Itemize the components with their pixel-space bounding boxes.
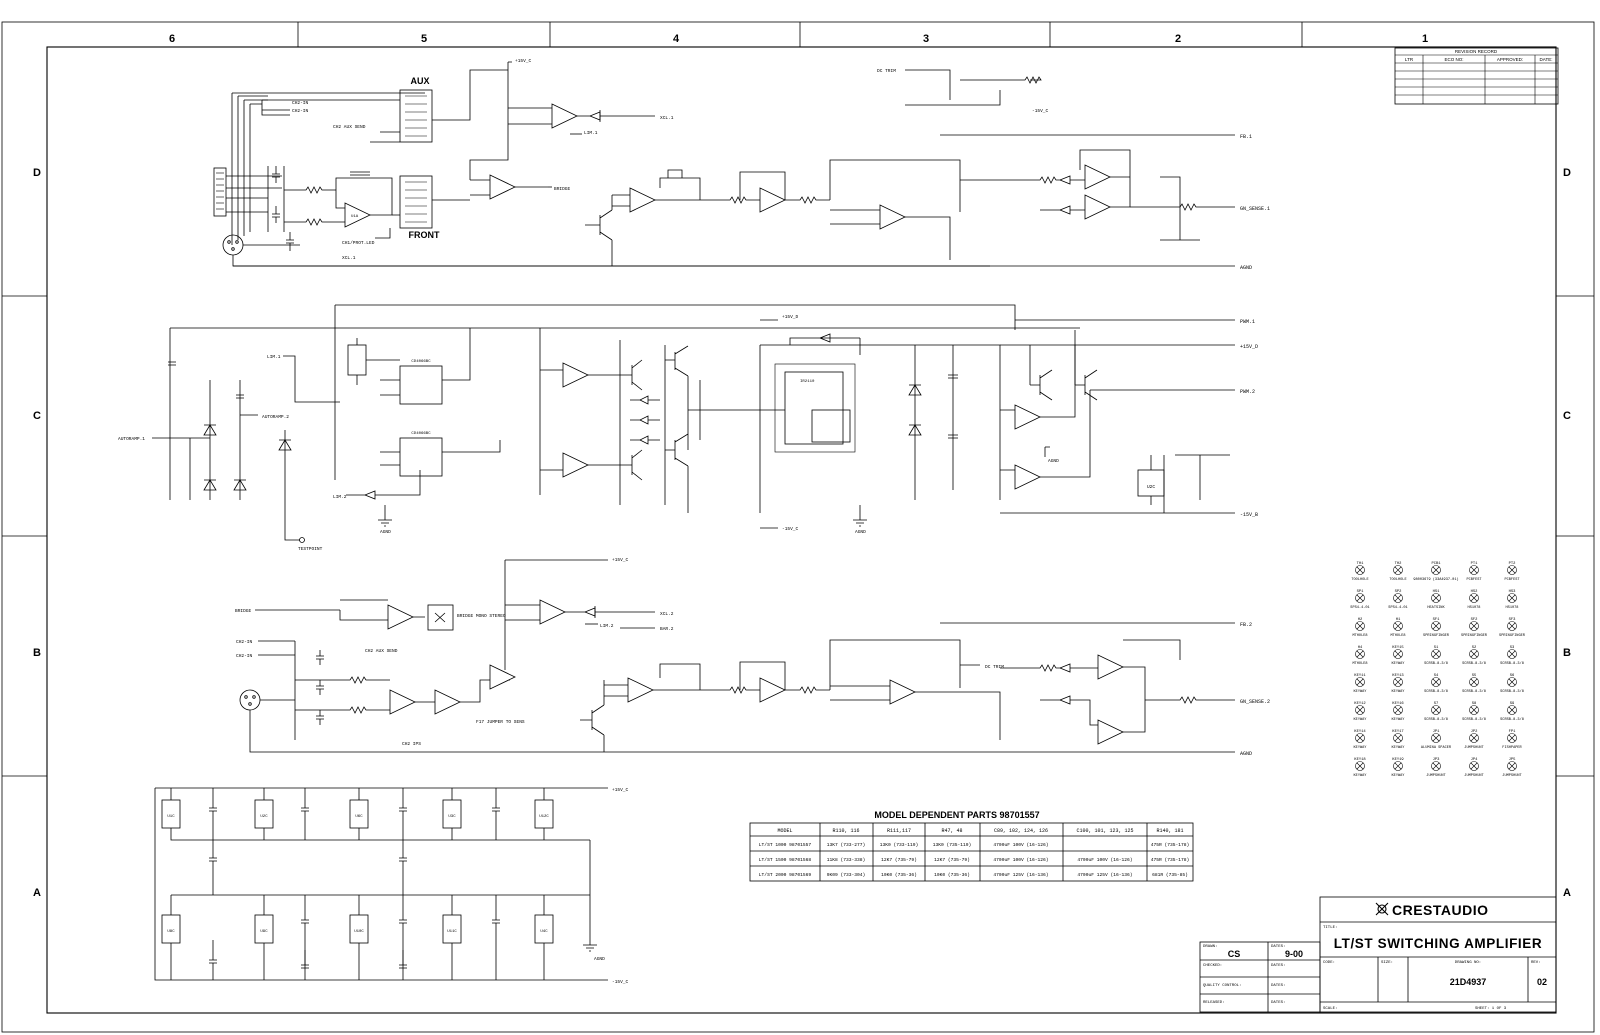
- rail-m15v-c-mid: -15V_C: [782, 527, 799, 532]
- hardware-name: PCBFEST: [1504, 578, 1520, 582]
- input-stage-bottom: [235, 557, 1270, 757]
- rail-dc-trim-top: DC TRIM: [877, 69, 896, 74]
- hardware-ref: KEY13: [1392, 674, 1404, 678]
- agnd-dec: AGND: [594, 957, 605, 962]
- hardware-name: SPRINGFINGER: [1461, 634, 1487, 638]
- hardware-ref: H2: [1357, 618, 1363, 622]
- hardware-name: TOOLHOLE: [1351, 578, 1369, 582]
- hardware-name: JUMPSHUNT: [1464, 774, 1484, 778]
- input-stage-top: [214, 58, 1270, 271]
- parts-table-cell: 4700uF 125V (16-136): [1077, 873, 1133, 878]
- hardware-ref: S6: [1509, 674, 1515, 678]
- hardware-ref: JP1: [1432, 730, 1440, 734]
- hardware-item: [1352, 618, 1367, 638]
- sig-agnd-bottom: AGND: [1240, 751, 1253, 757]
- rev-value: 02: [1536, 977, 1548, 987]
- hardware-item: [1392, 674, 1406, 694]
- hardware-name: MTHOLE8: [1352, 634, 1368, 638]
- hardware-item: [1502, 758, 1522, 778]
- revision-record: [1395, 48, 1558, 104]
- revision-col-ltr: LTR: [1404, 57, 1414, 62]
- sig-m15v-b: -15V_B: [1240, 512, 1259, 518]
- hardware-item: [1423, 618, 1450, 638]
- hardware-ref: H4: [1357, 646, 1363, 650]
- hardware-item: [1354, 730, 1368, 750]
- sig-pwm1: PWM.1: [1240, 319, 1256, 325]
- parts-table-cell: 10K0 (735-36): [934, 873, 970, 878]
- u10c-label: U10C: [354, 930, 364, 934]
- sig-bar2: BAR.2: [660, 627, 674, 632]
- quality-label: QUALITY CONTROL:: [1203, 984, 1242, 988]
- size-label: SIZE:: [1381, 961, 1394, 965]
- parts-table-header: C89, 102, 124, 126: [993, 828, 1049, 834]
- sig-agnd-top: AGND: [1240, 265, 1253, 271]
- modulator-stage: [118, 305, 1258, 552]
- hardware-name: 98003679 (33A4937-01): [1413, 578, 1459, 582]
- rail-p15v-c-top: +15V_C: [515, 59, 532, 64]
- revision-col-approved: APPROVED:: [1496, 57, 1524, 62]
- hardware-name: FISHPAPER: [1502, 746, 1522, 750]
- power-decoupling: [155, 787, 629, 985]
- sig-fb1: FB.1: [1240, 134, 1253, 140]
- hardware-name: KEYWAY: [1391, 746, 1405, 750]
- hardware-name: JUMPSHUNT: [1464, 746, 1484, 750]
- sig-ch1-prot-led: CH1/PROT.LED: [342, 241, 375, 246]
- hardware-ref: S1: [1433, 646, 1439, 650]
- checked-label: CHECKED:: [1203, 964, 1223, 968]
- sig-gn-sense-1: GN_SENSE.1: [1240, 206, 1271, 212]
- drawn-label: DRAWN:: [1203, 945, 1218, 949]
- hardware-ref: HS1: [1432, 590, 1440, 594]
- hardware-item: [1426, 758, 1446, 778]
- hardware-item: [1464, 730, 1484, 750]
- scale-label: SCALE:: [1323, 1007, 1338, 1011]
- quality-dates-label: DATES:: [1271, 984, 1286, 988]
- hardware-name: SCRSB-8-3/8: [1500, 662, 1524, 666]
- rev-label: REV:: [1531, 961, 1541, 965]
- hardware-item: [1388, 590, 1407, 610]
- hardware-name: TOOLHOLE: [1389, 578, 1407, 582]
- hardware-item: [1462, 646, 1486, 666]
- hardware-ref: S2: [1471, 646, 1477, 650]
- hardware-ref: PCB1: [1431, 562, 1441, 566]
- hardware-item: [1354, 758, 1368, 778]
- u2c-label: U2C: [1146, 485, 1156, 490]
- parts-table-cell: LT/ST 1000 98701557: [758, 843, 812, 848]
- parts-table-cell: 4700uF 100V (16-126): [993, 843, 1049, 848]
- row-label-c-left: C: [33, 410, 41, 422]
- u12c-label: U12C: [539, 815, 549, 819]
- hardware-name: JUMPSHUNT: [1502, 774, 1522, 778]
- hardware-ref: S8: [1471, 702, 1477, 706]
- hardware-name: SPRINGFINGER: [1499, 634, 1525, 638]
- u2c-dec-label: U2C: [260, 815, 268, 819]
- hardware-name: HEATSINK: [1427, 606, 1445, 610]
- hardware-name: HS1078: [1467, 606, 1481, 610]
- hardware-ref: KEY19: [1392, 758, 1404, 762]
- sig-ch2-ips: CH2 IPS: [402, 742, 421, 747]
- sig-bridge-top: BRIDGE: [554, 187, 571, 192]
- hardware-name: SPS4-4-01: [1350, 606, 1370, 610]
- u8c-label: U8C: [167, 930, 175, 934]
- row-label-d-right: D: [1563, 167, 1571, 179]
- hardware-item: [1413, 562, 1458, 582]
- col-label-1: 1: [1421, 33, 1429, 45]
- row-label-b-left: B: [33, 647, 41, 659]
- hardware-ref: KEY16: [1392, 702, 1404, 706]
- checked-dates-label: DATES:: [1271, 964, 1286, 968]
- hardware-name: JUMPSHUNT: [1426, 774, 1446, 778]
- hardware-name: SCRSB-8-3/8: [1500, 690, 1524, 694]
- parts-table-cell: 13K7 (733-277): [826, 843, 866, 848]
- hardware-list: [1350, 562, 1525, 778]
- hardware-name: KEYWAY: [1391, 774, 1405, 778]
- u5b-chip-label: CD4066BC: [411, 432, 431, 436]
- hardware-name: SCRSB-8-3/8: [1424, 690, 1448, 694]
- hardware-ref: SP1: [1356, 590, 1364, 594]
- hardware-name: KEYWAY: [1391, 690, 1405, 694]
- row-label-c-right: C: [1563, 410, 1571, 422]
- hardware-ref: KEY15: [1392, 646, 1404, 650]
- row-label-a-right: A: [1563, 887, 1571, 899]
- hardware-ref: JP3: [1432, 758, 1440, 762]
- rail-p15v-d-mid: +15V_D: [782, 315, 799, 320]
- hardware-name: KEYWAY: [1353, 774, 1367, 778]
- rail-p15v-c-bottom: +15V_C: [612, 558, 629, 563]
- parts-table-cell: LT/ST 1500 98701568: [758, 858, 812, 863]
- sig-ch2-in-a: CH2-IN: [292, 101, 309, 106]
- sig-lim1-mid: LIM.1: [267, 355, 281, 360]
- parts-table-cell: 13K0 (733-119): [879, 843, 919, 848]
- parts-table-cell: 681R (735-85): [1152, 873, 1188, 878]
- parts-table-cell: 12K7 (735-79): [881, 858, 917, 863]
- hardware-item: [1354, 674, 1368, 694]
- sig-ch2-aux-send: CH2 AUX SEND: [333, 125, 366, 130]
- hardware-ref: TH1: [1356, 562, 1364, 566]
- sig-bridge-bottom: BRIDGE: [235, 609, 252, 614]
- front-block-label: FRONT: [408, 230, 440, 240]
- hardware-ref: KEY12: [1354, 702, 1366, 706]
- hardware-item: [1424, 702, 1448, 722]
- hardware-name: KEYWAY: [1353, 690, 1367, 694]
- hardware-ref: H1: [1395, 618, 1401, 622]
- col-label-3: 3: [922, 33, 930, 45]
- drawing-frame: [47, 47, 1556, 1013]
- col-label-2: 2: [1174, 33, 1182, 45]
- hardware-name: SCRSB-8-3/8: [1462, 662, 1486, 666]
- hardware-ref: KEY11: [1354, 674, 1366, 678]
- hardware-ref: S4: [1433, 674, 1439, 678]
- sig-lim2-bottom: LIM.2: [600, 624, 614, 629]
- hardware-item: [1464, 758, 1484, 778]
- sig-testpoint: TESTPOINT: [298, 547, 323, 552]
- hardware-item: [1427, 590, 1445, 610]
- hardware-ref: HS2: [1470, 590, 1478, 594]
- sig-fb2: FB.2: [1240, 622, 1253, 628]
- revision-col-date: DATE:: [1539, 57, 1553, 62]
- drawing-no-value: 21D4937: [1449, 977, 1487, 987]
- hardware-item: [1502, 730, 1522, 750]
- row-label-d-left: D: [33, 167, 41, 179]
- hardware-item: [1389, 562, 1406, 582]
- sig-xcl1-top: XCL.1: [660, 116, 674, 121]
- sig-ch2-in-d: CH2-IN: [236, 654, 253, 659]
- u11c-label: U11C: [447, 930, 457, 934]
- hardware-item: [1504, 562, 1520, 582]
- hardware-item: [1390, 618, 1405, 638]
- hardware-ref: KEY14: [1354, 730, 1366, 734]
- revision-title: REVISION RECORD: [1454, 49, 1498, 54]
- parts-table-header: C100, 101, 123, 125: [1076, 828, 1134, 834]
- parts-table-cell: 4700uF 100V (16-126): [1077, 858, 1133, 863]
- hardware-name: MTHOLE8: [1390, 634, 1406, 638]
- parts-table-cell: 11K8 (733-338): [826, 858, 866, 863]
- u5a-chip-label: CD4066BC: [411, 360, 431, 364]
- hardware-ref: S3: [1509, 646, 1515, 650]
- agnd-comp: AGND: [1048, 459, 1059, 464]
- parts-table-cell: 475R (735-178): [1150, 843, 1190, 848]
- hardware-item: [1392, 646, 1406, 666]
- crestaudio-logo: [1376, 902, 1489, 918]
- rail-m15v-c-dec: -15V_C: [612, 980, 629, 985]
- hardware-item: [1500, 646, 1524, 666]
- hardware-ref: SP2: [1394, 590, 1402, 594]
- hardware-name: KEYWAY: [1391, 662, 1405, 666]
- parts-table-cell: 4700uF 100V (16-126): [993, 858, 1049, 863]
- driver-chip-label: IR2110: [800, 380, 815, 384]
- parts-table-header: R110, 116: [832, 828, 860, 834]
- u1c-label: U1C: [167, 815, 175, 819]
- hardware-ref: SF2: [1470, 618, 1478, 622]
- revision-col-eco: ECO NO:: [1444, 57, 1464, 62]
- hardware-name: ALUMINA SPACER: [1420, 746, 1452, 750]
- hardware-ref: PT2: [1508, 562, 1516, 566]
- agnd-mid-center: AGND: [855, 530, 866, 535]
- hardware-item: [1424, 646, 1448, 666]
- column-markers: [169, 22, 1428, 47]
- col-label-6: 6: [168, 33, 176, 45]
- hardware-item: [1506, 590, 1519, 610]
- hardware-name: KEYWAY: [1391, 718, 1405, 722]
- sig-xcl1-left: XCL.1: [342, 256, 356, 261]
- parts-table-cell: 9K09 (733-304): [826, 873, 866, 878]
- col-label-4: 4: [672, 33, 680, 45]
- hardware-name: KEYWAY: [1353, 718, 1367, 722]
- parts-table-cell: 4700uF 125V (16-136): [993, 873, 1049, 878]
- drawing-title: LT/ST SWITCHING AMPLIFIER: [1333, 936, 1543, 951]
- u4c-label: U4C: [540, 930, 548, 934]
- hardware-item: [1466, 562, 1482, 582]
- sig-autoramp1: AUTORAMP.1: [118, 437, 146, 442]
- hardware-name: SCRSB-8-3/8: [1424, 718, 1448, 722]
- hardware-name: HS1078: [1505, 606, 1519, 610]
- hardware-ref: S7: [1433, 702, 1439, 706]
- u1a-label: U1A: [351, 215, 359, 219]
- parts-table-header: R111,117: [886, 828, 912, 834]
- rail-p15v-c-dec: +15V_C: [612, 788, 629, 793]
- hardware-item: [1468, 590, 1481, 610]
- hardware-ref: FP1: [1508, 730, 1516, 734]
- hardware-ref: S5: [1471, 674, 1477, 678]
- row-label-a-left: A: [33, 887, 41, 899]
- hardware-name: SCRSB-8-3/8: [1500, 718, 1524, 722]
- hardware-ref: JP5: [1508, 758, 1516, 762]
- rail-dc-trim-bottom: DC TRIM: [985, 665, 1004, 670]
- released-label: RELEASED:: [1203, 1001, 1225, 1005]
- hardware-ref: JP4: [1470, 758, 1478, 762]
- parts-table-cell: 13K0 (735-119): [932, 843, 972, 848]
- hardware-name: SPS4-4-01: [1388, 606, 1408, 610]
- sig-lim1-top: LIM.1: [584, 131, 598, 136]
- sig-ch2-aux-send-bottom: CH2 AUX SEND: [365, 649, 398, 654]
- parts-table-header: R140, 181: [1156, 828, 1184, 834]
- sig-ch2-in-c: CH2-IN: [236, 640, 253, 645]
- hardware-name: PCBFEST: [1466, 578, 1482, 582]
- rail-m15v-c-top: -15V_C: [1032, 109, 1049, 114]
- sig-pwm2: PWM.2: [1240, 389, 1256, 395]
- hardware-item: [1462, 674, 1486, 694]
- parts-table-title: MODEL DEPENDENT PARTS 98701557: [874, 810, 1040, 820]
- u9c-label: U9C: [260, 930, 268, 934]
- hardware-ref: SF3: [1508, 618, 1516, 622]
- hardware-item: [1392, 702, 1406, 722]
- code-label: CODE:: [1323, 961, 1336, 965]
- hardware-ref: TH2: [1394, 562, 1402, 566]
- model-parts-table: [750, 810, 1193, 881]
- hardware-item: [1351, 562, 1368, 582]
- sig-ch2-in-b: CH2-IN: [292, 109, 309, 114]
- aux-block-label: AUX: [410, 76, 430, 86]
- parts-table-cell: LT/ST 2000 98701569: [758, 873, 812, 878]
- u6c-label: U6C: [355, 815, 363, 819]
- sheet-label: SHEET: 1 OF 3: [1475, 1007, 1507, 1011]
- hardware-ref: S9: [1509, 702, 1515, 706]
- jumper-label: F17 JUMPER TO SENS: [476, 720, 525, 725]
- hardware-ref: SF1: [1432, 618, 1440, 622]
- sig-autoramp2: AUTORAMP.2: [262, 415, 290, 420]
- hardware-name: MTHOLE8: [1352, 662, 1368, 666]
- hardware-item: [1499, 618, 1526, 638]
- hardware-item: [1500, 702, 1524, 722]
- drawn-value: CS: [1227, 949, 1241, 959]
- agnd-mid-left: AGND: [380, 530, 391, 535]
- drawing-no-label: DRAWING NO:: [1454, 961, 1482, 965]
- hardware-ref: PT1: [1470, 562, 1478, 566]
- title-label: TITLE:: [1323, 926, 1338, 930]
- parts-table-cell: 475R (735-178): [1150, 858, 1190, 863]
- hardware-name: SCRSB-8-3/8: [1462, 690, 1486, 694]
- hardware-item: [1500, 674, 1524, 694]
- hardware-item: [1421, 730, 1452, 750]
- hardware-ref: HS3: [1508, 590, 1516, 594]
- hardware-name: SCRSB-8-3/8: [1424, 662, 1448, 666]
- parts-table-header: MODEL: [777, 828, 793, 834]
- hardware-item: [1392, 758, 1406, 778]
- hardware-ref: KEY18: [1354, 758, 1366, 762]
- sig-xcl2: XCL.2: [660, 612, 674, 617]
- hardware-item: [1350, 590, 1369, 610]
- hardware-name: KEYWAY: [1353, 746, 1367, 750]
- parts-table-cell: 12K7 (735-79): [934, 858, 970, 863]
- hardware-ref: KEY17: [1392, 730, 1404, 734]
- hardware-name: SCRSB-8-3/8: [1462, 718, 1486, 722]
- sig-p15v-d-right: +15V_D: [1240, 344, 1259, 350]
- hardware-item: [1354, 702, 1368, 722]
- dates-label: DATES:: [1271, 945, 1286, 949]
- hardware-item: [1424, 674, 1448, 694]
- sig-gn-sense-2: GN_SENSE.2: [1240, 699, 1271, 705]
- released-dates-label: DATES:: [1271, 1001, 1286, 1005]
- col-label-5: 5: [420, 33, 428, 45]
- hardware-item: [1392, 730, 1406, 750]
- row-label-b-right: B: [1563, 647, 1571, 659]
- hardware-item: [1352, 646, 1367, 666]
- parts-table-cell: 10K0 (735-36): [881, 873, 917, 878]
- sig-lim2-mid: LIM.2: [333, 495, 347, 500]
- u3c-label: U3C: [448, 815, 456, 819]
- bridge-mono-stereo: BRIDGE MONO STEREO: [457, 614, 506, 619]
- hardware-item: [1462, 702, 1486, 722]
- hardware-item: [1461, 618, 1488, 638]
- date-value: 9-00: [1284, 949, 1304, 959]
- hardware-name: SPRINGFINGER: [1423, 634, 1449, 638]
- title-block: [1200, 897, 1556, 1012]
- hardware-ref: JP2: [1470, 730, 1478, 734]
- company-name: CRESTAUDIO: [1392, 902, 1489, 918]
- parts-table-header: R47, 48: [941, 828, 963, 834]
- row-markers: [2, 167, 1594, 899]
